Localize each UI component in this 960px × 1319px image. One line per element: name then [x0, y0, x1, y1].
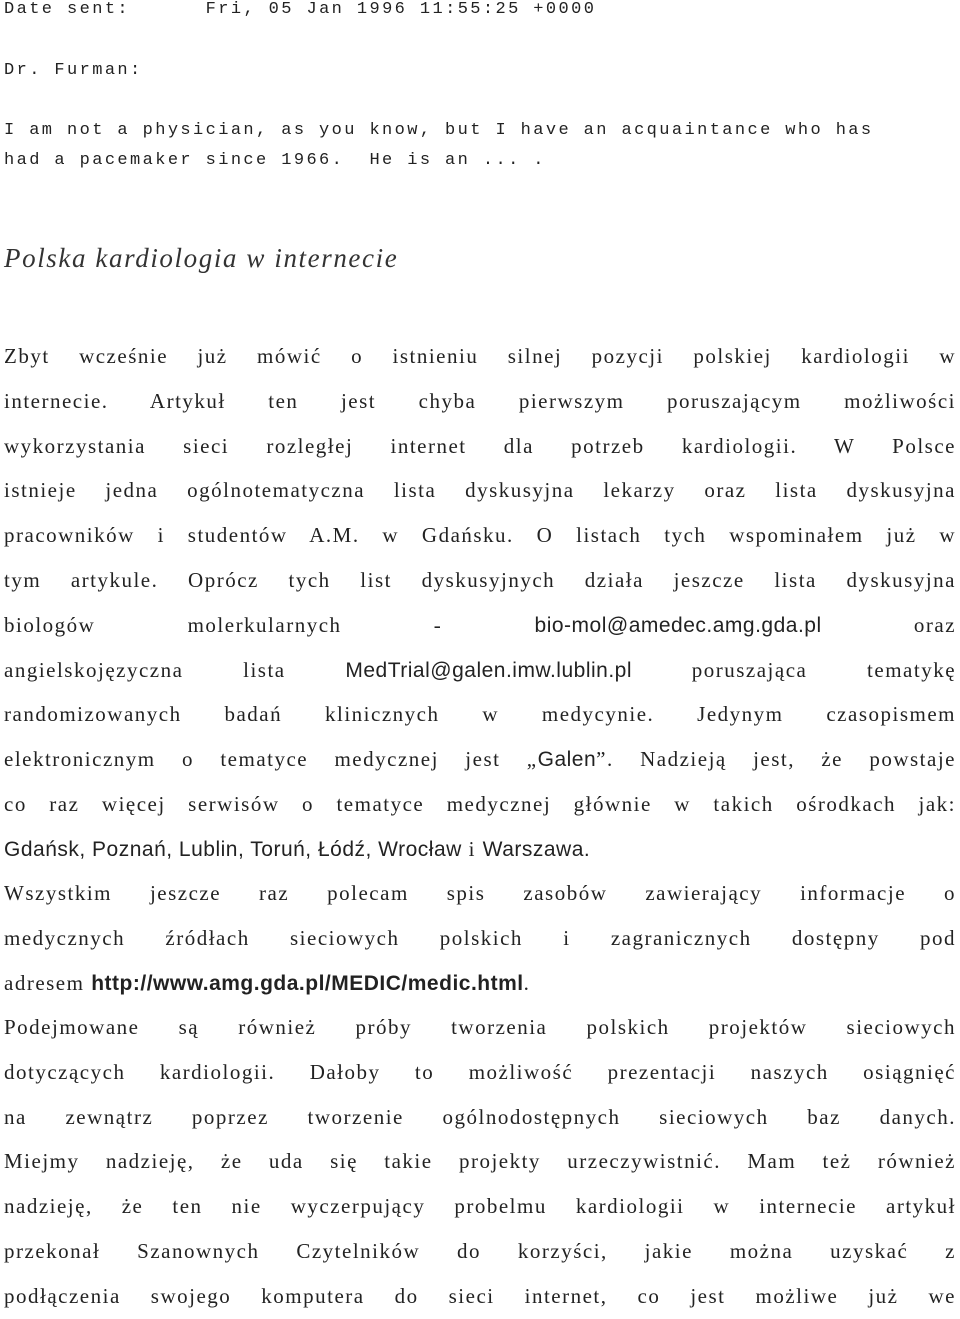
text-line: Podejmowane są również próby tworzenia polskich projektów sieciowych [4, 1015, 956, 1039]
text-run: oraz [913, 612, 956, 637]
journal-name-galen: Galen [537, 748, 597, 772]
date-value: Fri, 05 Jan 1996 11:55:25 +0000 [205, 0, 597, 19]
text-line: podłączenia swojego komputera do sieci internet, co jest możliwe już we [4, 1283, 956, 1308]
text-line [4, 827, 956, 872]
text-line: istnieje jedna ogólnotematyczna lista dyskusyjna lekarzy oraz lista dyskusyjna [4, 478, 956, 503]
text-line: randomizowanych badań klinicznych w medycynie. Jedynym czasopismem [4, 702, 956, 727]
text-run: . [523, 970, 531, 995]
text-line [4, 648, 956, 693]
email-body-line-1: I am not a physician, as you know, but I have an acquaintance who has [4, 121, 874, 140]
text-run: poruszająca tematykę [691, 657, 956, 682]
email-address-bio-mol: bio-mol@amedec.amg.gda.pl [534, 613, 822, 637]
text-line: pracowników i studentów A.M. w Gdańsku. O listach tych wspominałem już w [4, 523, 956, 548]
text-line [4, 961, 956, 1006]
text-line: dotyczących kardiologii. Dałoby to możliwość prezentacji naszych osiągnięć [4, 1059, 956, 1084]
city-warszawa: Warszawa. [482, 837, 591, 861]
article-paragraph-3 [4, 1005, 956, 1319]
email-greeting: Dr. Furman: [4, 61, 143, 80]
article-paragraph-1 [4, 334, 956, 872]
date-label: Date sent: [4, 0, 131, 19]
text-line: tym artykule. Oprócz tych list dyskusyjnych działa jeszcze lista dyskusyjna [4, 567, 956, 592]
email-date-line [4, 0, 596, 19]
text-line: Wszystkim jeszcze raz polecam spis zasobów zawierający informacje o [4, 881, 956, 905]
text-line: przekonał Szanownych Czytelników do korzyści, jakie można uzyskać z [4, 1238, 956, 1263]
text-line [4, 603, 956, 648]
text-run: adresem [4, 970, 85, 995]
article-title: Polska kardiologia w internecie [4, 243, 399, 273]
medic-resource-link[interactable]: http://www.amg.gda.pl/MEDIC/medic.html [91, 971, 524, 995]
text-line: co raz więcej serwisów o tematyce medycznej głównie w takich ośrodkach jak: [4, 791, 956, 816]
text-line: wykorzystania sieci rozległej internet dla potrzeb kardiologii. W Polsce [4, 433, 956, 458]
text-run: biologów molerkularnych - [4, 612, 443, 637]
text-run: angielskojęzyczna lista [4, 657, 286, 682]
city-list: Gdańsk, Poznań, Lublin, Toruń, Łódź, Wrocław [4, 837, 462, 861]
text-run: ”. Nadzieją jest, że powstaje [596, 747, 956, 772]
text-line: Zbyt wcześnie już mówić o istnieniu silnej pozycji polskiej kardiologii w [4, 344, 956, 368]
text-run: i [468, 836, 476, 861]
text-line: internecie. Artykuł ten jest chyba pierwszym poruszającym możliwości [4, 388, 956, 413]
text-run: elektronicznym o tematyce medycznej jest „ [4, 747, 538, 772]
text-line: medycznych źródłach sieciowych polskich i zagranicznych dostępny pod [4, 925, 956, 950]
text-line: na zewnątrz poprzez tworzenie ogólnodostępnych sieciowych baz danych. [4, 1104, 956, 1129]
email-body-line-2: had a pacemaker since 1966. He is an ... . [4, 151, 546, 170]
article-paragraph-2 [4, 871, 956, 1005]
email-address-medtrial: MedTrial@galen.imw.lublin.pl [345, 658, 633, 682]
text-line: nadzieję, że ten nie wyczerpujący probelmu kardiologii w internecie artykuł [4, 1194, 956, 1219]
text-line [4, 737, 956, 782]
text-line: Miejmy nadzieję, że uda się takie projekty urzeczywistnić. Mam też również [4, 1149, 956, 1174]
